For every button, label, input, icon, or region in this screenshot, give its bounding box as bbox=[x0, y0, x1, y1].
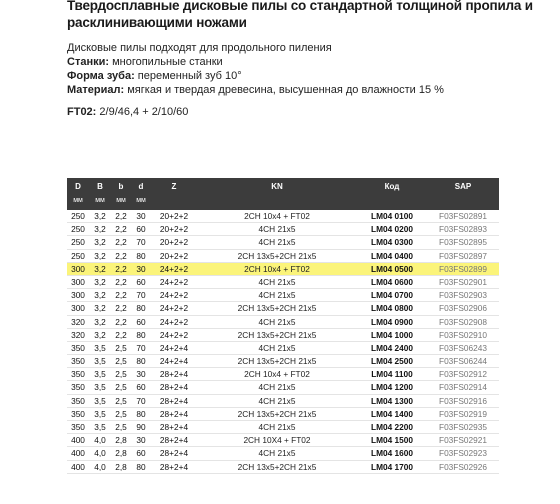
cell-bore: 30 bbox=[136, 211, 146, 221]
cell-sap: F03FS02903 bbox=[439, 290, 487, 301]
cell-teeth: 24+2+2 bbox=[159, 316, 189, 327]
cell-kn: 2CH 10x4 + FT02 bbox=[244, 211, 310, 221]
table-row bbox=[67, 461, 499, 474]
table-row bbox=[67, 316, 499, 329]
cell-d: 250 bbox=[71, 250, 85, 261]
cell-kn: 2CH 13x5+2CH 21x5 bbox=[237, 408, 317, 419]
cell-b-kerf: 2,2 bbox=[115, 237, 127, 248]
cell-teeth: 20+2+2 bbox=[159, 250, 189, 261]
cell-bore: 60 bbox=[136, 276, 146, 287]
cell-bore: 60 bbox=[136, 448, 146, 459]
cell-sap: F03FS02926 bbox=[439, 461, 487, 472]
cell-kn: 4CH 21x5 bbox=[258, 237, 296, 248]
cell-kod: LM04 0200 bbox=[371, 224, 413, 235]
cell-sap: F03FS02916 bbox=[439, 395, 487, 406]
header-unit: мм bbox=[95, 197, 105, 204]
cell-kod: LM04 2500 bbox=[371, 356, 413, 367]
cell-kod: LM04 0100 bbox=[371, 211, 413, 221]
cell-b-kerf: 2,2 bbox=[115, 329, 127, 340]
cell-sap: F03FS02921 bbox=[439, 435, 487, 446]
cell-kod: LM04 0900 bbox=[371, 316, 413, 327]
cell-teeth: 24+2+2 bbox=[159, 263, 189, 274]
cell-b-body: 3,5 bbox=[94, 395, 106, 406]
cell-kod: LM04 1300 bbox=[371, 395, 413, 406]
cell-kod: LM04 0400 bbox=[371, 250, 413, 261]
cell-b-body: 3,5 bbox=[94, 408, 106, 419]
description-line: Дисковые пилы подходят для продольного пиления bbox=[67, 42, 332, 54]
cell-sap: F03FS02919 bbox=[439, 408, 487, 419]
header-kn: KN bbox=[271, 182, 283, 191]
cell-d: 350 bbox=[71, 369, 85, 380]
cell-sap: F03FS02897 bbox=[439, 250, 487, 261]
cell-b-body: 3,2 bbox=[94, 237, 106, 248]
cell-bore: 80 bbox=[136, 356, 146, 367]
table-row bbox=[67, 395, 499, 408]
cell-d: 400 bbox=[71, 448, 85, 459]
cell-kod: LM04 0700 bbox=[371, 290, 413, 301]
header-unit: мм bbox=[136, 197, 146, 204]
cell-teeth: 24+2+4 bbox=[159, 356, 189, 367]
table-row bbox=[67, 408, 499, 421]
cell-b-kerf: 2,2 bbox=[115, 250, 127, 261]
cell-kn: 2CH 10x4 + FT02 bbox=[244, 369, 310, 380]
cell-b-body: 3,2 bbox=[94, 290, 106, 301]
cell-sap: F03FS02891 bbox=[439, 211, 487, 221]
cell-sap: F03FS02910 bbox=[439, 329, 487, 340]
table-row bbox=[67, 289, 499, 302]
cell-kn: 2CH 13x5+2CH 21x5 bbox=[237, 250, 317, 261]
cell-sap: F03FS02935 bbox=[439, 422, 487, 432]
cell-b-body: 3,2 bbox=[94, 224, 106, 235]
cell-d: 350 bbox=[71, 422, 85, 432]
cell-b-kerf: 2,5 bbox=[115, 408, 127, 419]
cell-kn: 4CH 21x5 bbox=[258, 224, 296, 235]
table-row bbox=[67, 302, 499, 315]
cell-b-body: 3,5 bbox=[94, 369, 106, 380]
cell-teeth: 28+2+4 bbox=[159, 408, 189, 419]
cell-sap: F03FS02908 bbox=[439, 316, 487, 327]
cell-kn: 4CH 21x5 bbox=[258, 316, 296, 327]
cell-kod: LM04 0800 bbox=[371, 303, 413, 314]
cell-d: 350 bbox=[71, 356, 85, 367]
cell-teeth: 24+2+2 bbox=[159, 303, 189, 314]
cell-kn: 2CH 10x4 + FT02 bbox=[244, 263, 310, 274]
cell-bore: 80 bbox=[136, 408, 146, 419]
cell-kn: 4CH 21x5 bbox=[258, 448, 296, 459]
table-row bbox=[67, 210, 499, 223]
table-body bbox=[67, 210, 499, 474]
table-header bbox=[67, 178, 499, 210]
cell-sap: F03FS02895 bbox=[439, 237, 487, 248]
cell-b-kerf: 2,2 bbox=[115, 224, 127, 235]
cell-kod: LM04 1400 bbox=[371, 408, 413, 419]
cell-d: 400 bbox=[71, 461, 85, 472]
cell-sap: F03FS02893 bbox=[439, 224, 487, 235]
cell-kn: 4CH 21x5 bbox=[258, 395, 296, 406]
cell-b-kerf: 2,5 bbox=[115, 342, 127, 353]
cell-teeth: 28+2+4 bbox=[159, 395, 189, 406]
cell-d: 320 bbox=[71, 329, 85, 340]
cell-b-body: 4,0 bbox=[94, 435, 106, 446]
table-row bbox=[67, 236, 499, 249]
cell-d: 300 bbox=[71, 263, 85, 274]
cell-sap: F03FS02906 bbox=[439, 303, 487, 314]
cell-kod: LM04 1600 bbox=[371, 448, 413, 459]
cell-kn: 2CH 13x5+2CH 21x5 bbox=[237, 303, 317, 314]
cell-b-kerf: 2,8 bbox=[115, 435, 127, 446]
cell-b-kerf: 2,5 bbox=[115, 369, 127, 380]
cell-kn: 2CH 13x5+2CH 21x5 bbox=[237, 461, 317, 472]
cell-b-body: 3,2 bbox=[94, 211, 106, 221]
cell-b-kerf: 2,2 bbox=[115, 276, 127, 287]
cell-d: 320 bbox=[71, 316, 85, 327]
cell-b-kerf: 2,2 bbox=[115, 211, 127, 221]
cell-b-kerf: 2,2 bbox=[115, 303, 127, 314]
table-row bbox=[67, 368, 499, 381]
cell-bore: 60 bbox=[136, 316, 146, 327]
cell-sap: F03FS02912 bbox=[439, 369, 487, 380]
cell-kn: 2CH 13x5+2CH 21x5 bbox=[237, 356, 317, 367]
header-unit: мм bbox=[116, 197, 126, 204]
cell-kn: 4CH 21x5 bbox=[258, 290, 296, 301]
cell-kod: LM04 0300 bbox=[371, 237, 413, 248]
header-bore: d bbox=[138, 182, 144, 191]
cell-teeth: 28+2+4 bbox=[159, 369, 189, 380]
cell-teeth: 20+2+2 bbox=[159, 224, 189, 235]
cell-d: 400 bbox=[71, 435, 85, 446]
cell-bore: 80 bbox=[136, 250, 146, 261]
cell-kod: LM04 0600 bbox=[371, 276, 413, 287]
cell-b-body: 3,5 bbox=[94, 342, 106, 353]
cell-b-body: 4,0 bbox=[94, 461, 106, 472]
cell-bore: 30 bbox=[136, 263, 146, 274]
cell-b-kerf: 2,8 bbox=[115, 461, 127, 472]
cell-b-body: 3,2 bbox=[94, 303, 106, 314]
cell-teeth: 24+2+2 bbox=[159, 329, 189, 340]
cell-b-body: 3,5 bbox=[94, 382, 106, 393]
cell-bore: 80 bbox=[136, 329, 146, 340]
header-unit: мм bbox=[73, 197, 83, 204]
cell-kod: LM04 0500 bbox=[371, 263, 413, 274]
cell-teeth: 24+2+2 bbox=[159, 276, 189, 287]
cell-sap: F03FS02914 bbox=[439, 382, 487, 393]
cell-kod: LM04 1200 bbox=[371, 382, 413, 393]
table-row bbox=[67, 250, 499, 263]
cell-b-kerf: 2,5 bbox=[115, 356, 127, 367]
cell-b-body: 3,2 bbox=[94, 263, 106, 274]
cell-b-kerf: 2,5 bbox=[115, 395, 127, 406]
cell-teeth: 28+2+4 bbox=[159, 461, 189, 472]
cell-b-kerf: 2,2 bbox=[115, 316, 127, 327]
cell-kn: 2CH 10X4 + FT02 bbox=[243, 435, 311, 446]
table-row bbox=[67, 355, 499, 368]
cell-kod: LM04 1100 bbox=[371, 369, 413, 380]
header-sap: SAP bbox=[454, 182, 472, 191]
header-d: D bbox=[75, 182, 81, 191]
table-row bbox=[67, 342, 499, 355]
page-title: Твердосплавные дисковые пилы со стандартной толщиной пропила и расклинивающими ножами bbox=[67, 0, 533, 30]
cell-bore: 60 bbox=[136, 224, 146, 235]
cell-kod: LM04 1700 bbox=[371, 461, 413, 472]
cell-teeth: 28+2+4 bbox=[159, 448, 189, 459]
cell-b-body: 3,2 bbox=[94, 276, 106, 287]
cell-kn: 2CH 13x5+2CH 21x5 bbox=[237, 329, 317, 340]
cell-bore: 70 bbox=[136, 290, 146, 301]
description-line: FT02: 2/9/46,4 + 2/10/60 bbox=[67, 106, 189, 118]
cell-bore: 90 bbox=[136, 422, 146, 432]
cell-sap: F03FS06244 bbox=[439, 356, 487, 367]
cell-teeth: 24+2+4 bbox=[159, 342, 189, 353]
table-row bbox=[67, 381, 499, 394]
cell-d: 350 bbox=[71, 395, 85, 406]
cell-d: 350 bbox=[71, 342, 85, 353]
cell-kod: LM04 1500 bbox=[371, 435, 413, 446]
cell-d: 300 bbox=[71, 276, 85, 287]
cell-b-body: 4,0 bbox=[94, 448, 106, 459]
header-b-body: B bbox=[97, 182, 103, 191]
cell-kod: LM04 2200 bbox=[371, 422, 413, 432]
cell-d: 350 bbox=[71, 408, 85, 419]
cell-d: 300 bbox=[71, 290, 85, 301]
header-teeth: Z bbox=[171, 182, 177, 191]
cell-teeth: 20+2+2 bbox=[159, 237, 189, 248]
cell-teeth: 24+2+2 bbox=[159, 290, 189, 301]
table-row bbox=[67, 434, 499, 447]
description-line: Станки: многопильные станки bbox=[67, 56, 223, 68]
saw-blade-table bbox=[67, 178, 499, 474]
table-row bbox=[67, 329, 499, 342]
cell-b-kerf: 2,5 bbox=[115, 422, 127, 432]
cell-d: 350 bbox=[71, 382, 85, 393]
table-row bbox=[67, 447, 499, 460]
description-line: Форма зуба: переменный зуб 10° bbox=[67, 70, 242, 82]
table-row bbox=[67, 263, 499, 276]
cell-bore: 70 bbox=[136, 237, 146, 248]
cell-kn: 4CH 21x5 bbox=[258, 342, 296, 353]
cell-d: 250 bbox=[71, 224, 85, 235]
table-row bbox=[67, 276, 499, 289]
cell-b-kerf: 2,5 bbox=[115, 382, 127, 393]
cell-bore: 70 bbox=[136, 342, 146, 353]
cell-d: 300 bbox=[71, 303, 85, 314]
cell-b-kerf: 2,2 bbox=[115, 290, 127, 301]
cell-bore: 30 bbox=[136, 369, 146, 380]
cell-b-body: 3,2 bbox=[94, 316, 106, 327]
cell-b-body: 3,5 bbox=[94, 356, 106, 367]
cell-sap: F03FS02901 bbox=[439, 276, 487, 287]
cell-kn: 4CH 21x5 bbox=[258, 276, 296, 287]
cell-teeth: 28+2+4 bbox=[159, 435, 189, 446]
cell-teeth: 20+2+2 bbox=[159, 211, 189, 221]
table-row bbox=[67, 223, 499, 236]
cell-bore: 60 bbox=[136, 382, 146, 393]
cell-sap: F03FS02923 bbox=[439, 448, 487, 459]
cell-bore: 80 bbox=[136, 461, 146, 472]
cell-kn: 4CH 21x5 bbox=[258, 382, 296, 393]
cell-teeth: 28+2+4 bbox=[159, 422, 189, 432]
cell-teeth: 28+2+4 bbox=[159, 382, 189, 393]
cell-kod: LM04 2400 bbox=[371, 342, 413, 353]
cell-b-kerf: 2,8 bbox=[115, 448, 127, 459]
description-line: Материал: мягкая и твердая древесина, высушенная до влажности 15 % bbox=[67, 84, 444, 96]
cell-kod: LM04 1000 bbox=[371, 329, 413, 340]
cell-b-body: 3,2 bbox=[94, 329, 106, 340]
header-kod: Код bbox=[384, 182, 400, 191]
cell-sap: F03FS06243 bbox=[439, 342, 487, 353]
cell-bore: 30 bbox=[136, 435, 146, 446]
cell-kn: 4CH 21x5 bbox=[258, 422, 296, 432]
cell-b-body: 3,2 bbox=[94, 250, 106, 261]
cell-bore: 70 bbox=[136, 395, 146, 406]
cell-bore: 80 bbox=[136, 303, 146, 314]
cell-d: 250 bbox=[71, 237, 85, 248]
cell-b-body: 3,5 bbox=[94, 422, 106, 432]
cell-b-kerf: 2,2 bbox=[115, 263, 127, 274]
table-row bbox=[67, 421, 499, 434]
cell-d: 250 bbox=[71, 211, 85, 221]
header-b-kerf: b bbox=[118, 182, 124, 191]
cell-sap: F03FS02899 bbox=[439, 263, 487, 274]
